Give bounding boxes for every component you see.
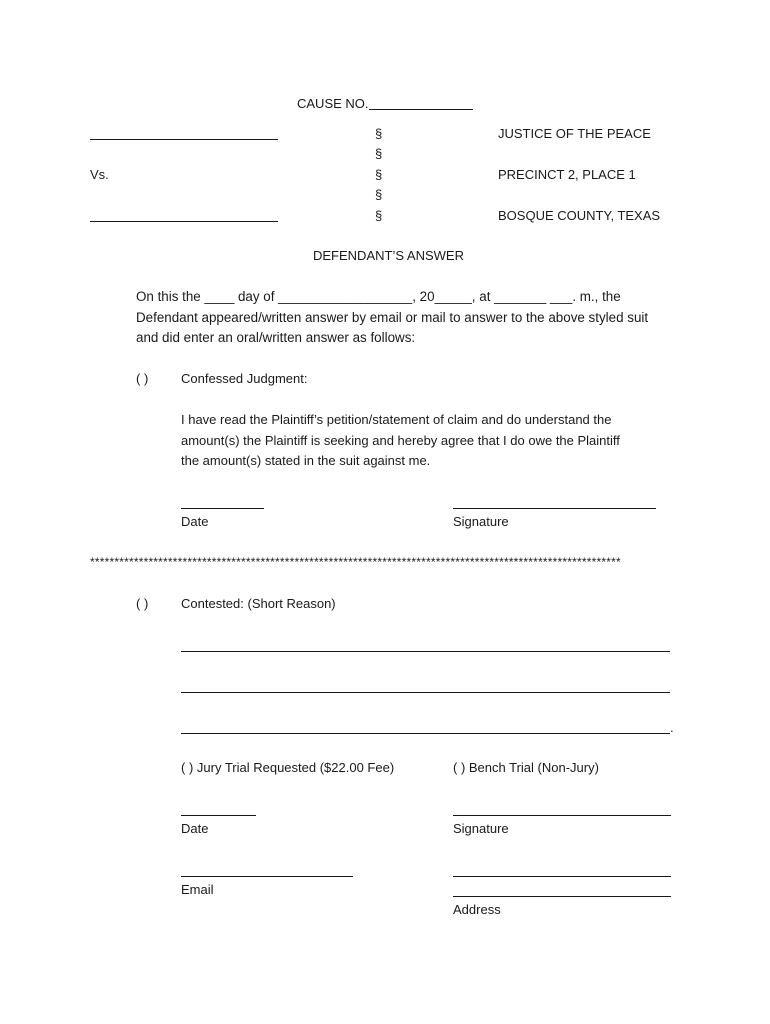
cause-no-label: CAUSE NO. <box>297 96 369 111</box>
intro-line-3: and did enter an oral/written answer as follows: <box>136 330 416 345</box>
confessed-checkbox[interactable]: ( ) <box>136 371 149 386</box>
separator-line: ************************************************************************************************************* <box>90 555 621 569</box>
cause-no-blank[interactable] <box>369 109 473 110</box>
section-symbol: § <box>375 126 383 141</box>
email-blank[interactable] <box>181 876 353 877</box>
contested-signature-blank[interactable] <box>453 815 671 816</box>
confessed-line-3: the amount(s) stated in the suit against me. <box>181 453 431 468</box>
contested-date-blank[interactable] <box>181 815 256 816</box>
address-line-1[interactable] <box>453 876 671 877</box>
section-symbol: § <box>375 146 383 161</box>
intro-line-1: On this the ____ day of __________________, 20_____, at _______ ___. m., the <box>136 289 621 304</box>
confessed-statement <box>181 410 620 472</box>
contested-checkbox[interactable]: ( ) <box>136 596 149 611</box>
defendant-name-blank[interactable] <box>90 221 278 222</box>
court-name: JUSTICE OF THE PEACE <box>498 126 651 141</box>
confessed-signature-blank[interactable] <box>453 508 656 509</box>
section-symbol: § <box>375 167 383 182</box>
contested-date-label: Date <box>181 821 209 836</box>
confessed-signature-label: Signature <box>453 514 509 529</box>
jury-trial-option[interactable]: ( ) Jury Trial Requested ($22.00 Fee) <box>181 760 395 775</box>
contested-signature-label: Signature <box>453 821 509 836</box>
confessed-label: Confessed Judgment: <box>181 371 308 386</box>
vs-label: Vs. <box>90 167 109 182</box>
address-line-2[interactable] <box>453 896 671 897</box>
intro-paragraph <box>136 287 648 349</box>
reason-period: . <box>670 720 674 735</box>
confessed-line-2: amount(s) the Plaintiff is seeking and hereby agree that I do owe the Plaintiff <box>181 432 620 448</box>
confessed-date-blank[interactable] <box>181 508 264 509</box>
document-title: DEFENDANT’S ANSWER <box>313 248 464 263</box>
county-label: BOSQUE COUNTY, TEXAS <box>498 208 661 223</box>
confessed-date-label: Date <box>181 514 209 529</box>
bench-trial-option[interactable]: ( ) Bench Trial (Non-Jury) <box>453 760 599 775</box>
reason-line-2[interactable] <box>181 692 670 693</box>
precinct-label: PRECINCT 2, PLACE 1 <box>498 167 636 182</box>
section-symbol: § <box>375 187 383 202</box>
address-label: Address <box>453 902 501 917</box>
section-symbol: § <box>375 208 383 223</box>
intro-line-2: Defendant appeared/written answer by email or mail to answer to the above styled suit <box>136 309 649 325</box>
reason-line-3[interactable] <box>181 733 670 734</box>
confessed-line-1: I have read the Plaintiff’s petition/statement of claim and do understand the <box>181 412 612 427</box>
plaintiff-name-blank[interactable] <box>90 139 278 140</box>
email-label: Email <box>181 882 214 897</box>
contested-label: Contested: (Short Reason) <box>181 596 336 611</box>
reason-line-1[interactable] <box>181 651 670 652</box>
